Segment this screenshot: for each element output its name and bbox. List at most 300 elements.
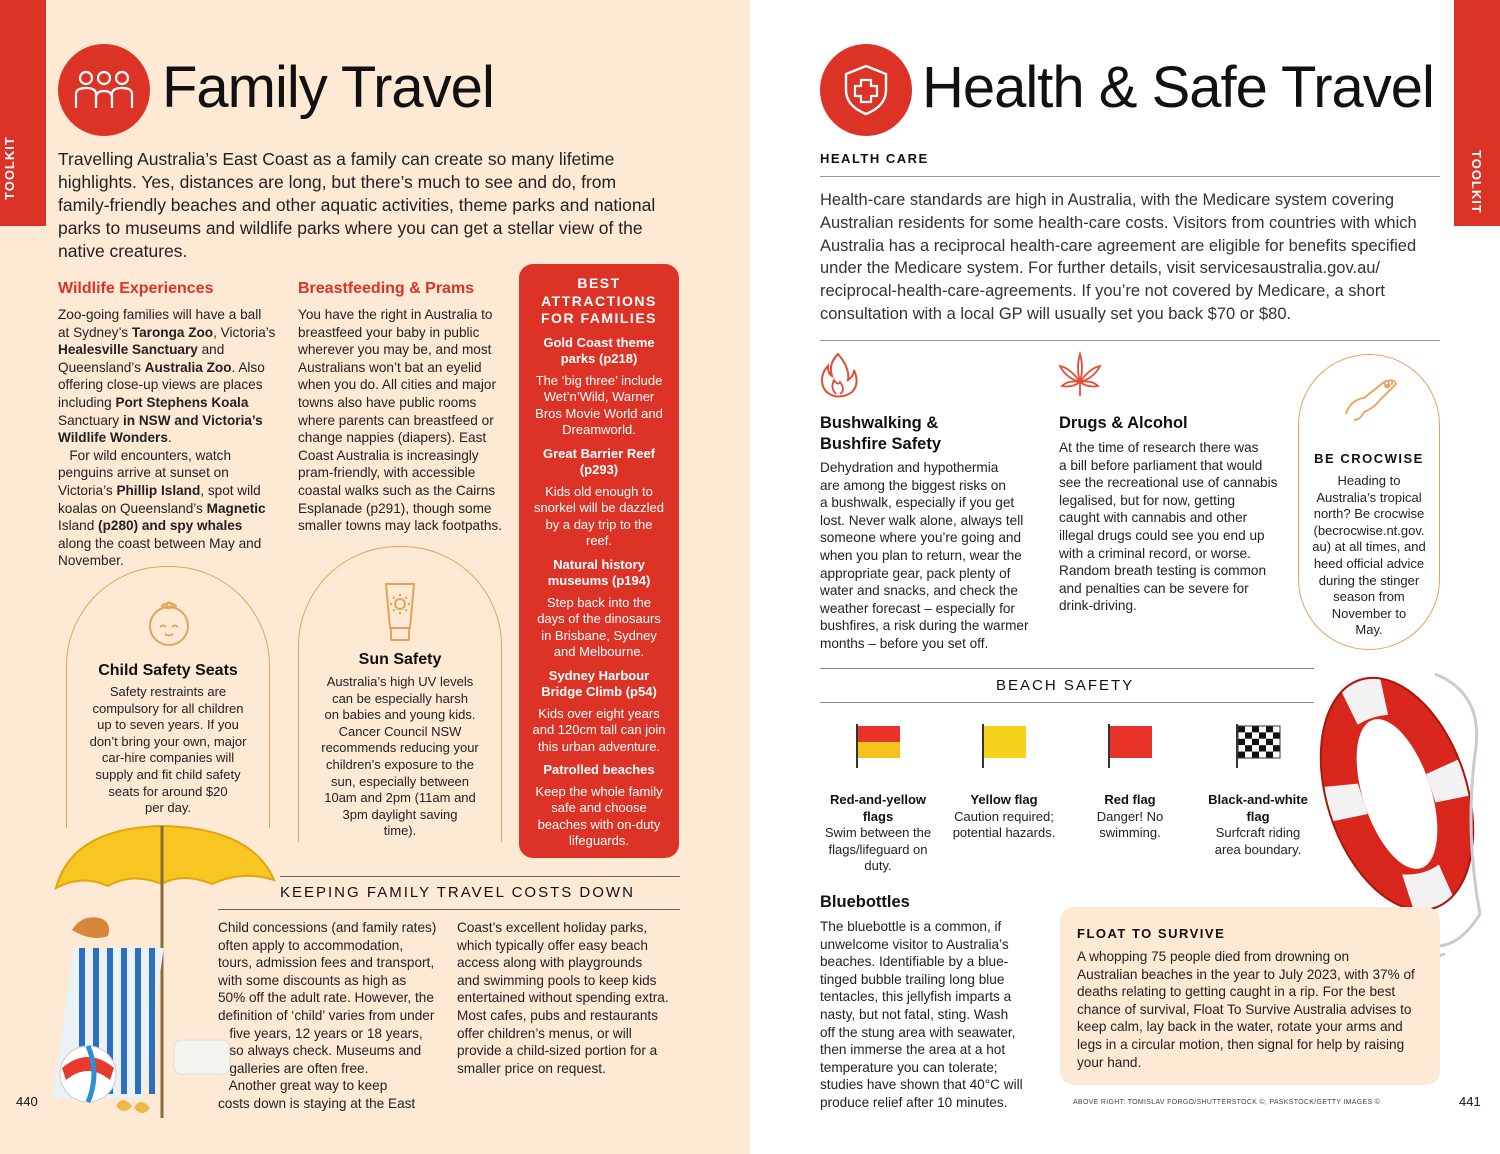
text-line bbox=[457, 1042, 682, 1060]
crocodile-icon bbox=[1340, 374, 1400, 431]
text-line bbox=[457, 989, 682, 1007]
best-attractions-list bbox=[519, 335, 679, 850]
text: coastal walks such as the Cairns bbox=[298, 482, 496, 498]
beach-safety-heading: BEACH SAFETY bbox=[996, 677, 1135, 694]
beach-flag-item bbox=[813, 722, 943, 875]
flag-caption bbox=[1065, 792, 1195, 842]
flag-caption bbox=[1193, 792, 1323, 858]
flag-caption bbox=[813, 792, 943, 875]
attraction-desc bbox=[519, 373, 679, 439]
text: pram-friendly, with accessible bbox=[298, 465, 476, 481]
text: . bbox=[167, 430, 172, 446]
page-number-left: 440 bbox=[16, 1094, 38, 1109]
heading-line bbox=[519, 310, 679, 328]
page-number-right: 441 bbox=[1459, 1094, 1481, 1109]
heading-line bbox=[519, 275, 679, 293]
text: , Victoria’s bbox=[213, 324, 276, 340]
text-line bbox=[298, 429, 513, 447]
flag-name-line: flag bbox=[1246, 808, 1270, 824]
text: often apply to accommodation, bbox=[218, 937, 404, 953]
text-line bbox=[1302, 556, 1436, 573]
title-line bbox=[820, 434, 1035, 455]
text-line bbox=[457, 937, 682, 955]
text: Bushwalking & bbox=[820, 414, 939, 432]
text-line bbox=[820, 1059, 1040, 1077]
text-line bbox=[820, 189, 1440, 212]
health-care-heading: HEALTH CARE bbox=[820, 151, 929, 166]
text: Most cafes, pubs and restaurants bbox=[457, 1007, 658, 1023]
text-line bbox=[58, 412, 290, 430]
text: penguins arrive at sunset on bbox=[58, 465, 229, 481]
bushwalking-body bbox=[820, 459, 1035, 653]
attraction-desc bbox=[519, 706, 679, 756]
text: The bluebottle is a common, if bbox=[820, 919, 1002, 934]
text: For wild encounters, watch bbox=[58, 447, 232, 463]
text-line bbox=[298, 324, 513, 342]
text: tentacles, this jellyfish imparts a bbox=[820, 989, 1012, 1005]
text-line bbox=[820, 953, 1040, 971]
text-line bbox=[1302, 589, 1436, 606]
breastfeeding-title: Breastfeeding & Prams bbox=[298, 280, 475, 297]
costs-heading: KEEPING FAMILY TRAVEL COSTS DOWN bbox=[280, 884, 635, 901]
text: with a criminal record, or worse. bbox=[1059, 545, 1251, 561]
text-line bbox=[70, 701, 266, 718]
text: costs down is staying at the East bbox=[218, 1095, 416, 1111]
text-line bbox=[300, 691, 500, 708]
sun-safety-title: Sun Safety bbox=[358, 651, 442, 668]
text-line bbox=[1059, 597, 1289, 615]
text-line bbox=[457, 972, 682, 990]
text: bushfires, a risk during the warmer bbox=[820, 618, 1029, 634]
text-line bbox=[457, 1007, 682, 1025]
text-line bbox=[218, 1095, 448, 1113]
text-line bbox=[1059, 492, 1289, 510]
text-line bbox=[1302, 473, 1436, 490]
float-body bbox=[1077, 948, 1415, 1071]
drugs-body bbox=[1059, 439, 1289, 615]
text: Queensland’s bbox=[58, 359, 145, 375]
text-line bbox=[820, 600, 1035, 618]
flag-desc-line: Swim between the bbox=[824, 825, 932, 840]
text: so always check. Museums and bbox=[218, 1043, 422, 1059]
name-line: Patrolled beaches bbox=[543, 762, 655, 777]
flag-icon bbox=[1233, 722, 1283, 770]
text-line bbox=[218, 1025, 448, 1043]
text: time). bbox=[383, 823, 417, 839]
text-line bbox=[1059, 509, 1289, 527]
text: car-hire companies will bbox=[101, 750, 235, 766]
text: north? Be crocwise bbox=[1313, 506, 1425, 522]
text-line bbox=[1302, 539, 1436, 556]
text: 50% off the adult rate. However, the bbox=[218, 990, 434, 1006]
bluebottles-title: Bluebottles bbox=[820, 893, 910, 911]
name-line: Great Barrier Reef bbox=[543, 445, 655, 461]
text-line bbox=[1302, 573, 1436, 590]
text-line bbox=[820, 494, 1035, 512]
text: lost. Never walk alone, always tell bbox=[820, 512, 1024, 528]
text: chance of survival, Float To Survive Australia advises to bbox=[1077, 1001, 1412, 1017]
text: your hand. bbox=[1077, 1054, 1142, 1070]
text-line bbox=[58, 376, 290, 394]
text: season from bbox=[1333, 589, 1405, 605]
text: Safety restraints are bbox=[109, 684, 227, 699]
text: offering close-up views are places bbox=[58, 377, 263, 393]
text: are among the biggest risks on bbox=[820, 477, 1006, 493]
text: see the recreational use of cannabis bbox=[1059, 475, 1278, 491]
text-line bbox=[58, 482, 290, 500]
text-line bbox=[218, 1077, 448, 1095]
text-line bbox=[820, 582, 1035, 600]
text: wherever you may be, and most bbox=[298, 342, 492, 358]
text: May. bbox=[1355, 622, 1383, 638]
text-line bbox=[58, 464, 290, 482]
text: offer children’s menus, or will bbox=[457, 1025, 632, 1041]
text: Australia’s tropical bbox=[1316, 489, 1422, 505]
text-line bbox=[1077, 983, 1415, 1001]
desc-line: and Melbourne. bbox=[553, 644, 645, 659]
costs-column-1 bbox=[218, 919, 448, 1113]
text: five years, 12 years or 18 years, bbox=[218, 1025, 423, 1041]
text-line bbox=[218, 1007, 448, 1025]
text-line bbox=[218, 989, 448, 1007]
text: Victoria’s bbox=[58, 482, 117, 498]
costs-column-2 bbox=[457, 919, 682, 1077]
text: Sanctuary bbox=[58, 412, 120, 428]
text-line bbox=[58, 394, 290, 412]
text-line bbox=[218, 937, 448, 955]
text: studies have shown that 40°C will bbox=[820, 1077, 1023, 1093]
text-line bbox=[820, 617, 1035, 635]
sunscreen-icon bbox=[378, 580, 422, 649]
text-line bbox=[820, 459, 1035, 477]
text-line bbox=[298, 482, 513, 500]
title-line bbox=[820, 413, 1035, 434]
name-line: Bridge Climb (p54) bbox=[541, 684, 657, 699]
desc-line: Wet’n’Wild, Warner bbox=[543, 389, 655, 404]
text: Child concessions (and family rates) bbox=[218, 920, 437, 935]
text: can be especially harsh bbox=[332, 690, 468, 706]
text: off the stung area with seawater, bbox=[820, 1024, 1016, 1040]
text-line bbox=[70, 767, 266, 784]
text: then immerse the area at a hot bbox=[820, 1042, 1006, 1058]
text: which typically offer easy beach bbox=[457, 937, 648, 953]
text: tours, admission fees and transport, bbox=[218, 955, 435, 971]
flag-name-line: flags bbox=[862, 808, 894, 824]
crocwise-body bbox=[1302, 473, 1436, 639]
page-title: Health & Safe Travel bbox=[922, 55, 1434, 120]
text: don’t bring your own, major bbox=[89, 733, 247, 749]
text: Another great way to keep bbox=[218, 1078, 388, 1094]
text: smaller towns may lack footpaths. bbox=[298, 518, 502, 534]
text-line bbox=[820, 303, 1440, 326]
flag-desc-line: flags/lifeguard on bbox=[828, 841, 928, 857]
text-line bbox=[70, 800, 266, 817]
text-line bbox=[298, 341, 513, 359]
text-line bbox=[300, 807, 500, 824]
text: recommends reducing your bbox=[321, 740, 479, 756]
text: drink-driving. bbox=[1059, 598, 1137, 614]
text-line bbox=[820, 529, 1035, 547]
flag-icon bbox=[853, 722, 903, 770]
text: water and snacks, and check the bbox=[820, 583, 1018, 599]
bold-text: (p280) and spy whales bbox=[94, 518, 243, 534]
text: at Sydney’s bbox=[58, 324, 132, 340]
crocwise-title: BE CROCWISE bbox=[1314, 451, 1424, 466]
text: legalised, but for now, getting bbox=[1059, 492, 1236, 508]
desc-line: safe and choose bbox=[551, 800, 647, 815]
wildlife-section bbox=[58, 280, 290, 570]
text: November to bbox=[1331, 605, 1407, 621]
child-safety-section bbox=[70, 662, 266, 817]
text-line bbox=[457, 954, 682, 972]
text-line bbox=[70, 784, 266, 801]
best-attractions-box bbox=[519, 264, 679, 858]
text-line bbox=[457, 1025, 682, 1043]
flag-desc-line: Danger! No bbox=[1096, 808, 1164, 824]
text: Australian beaches in the year to July 2023, with 37% of bbox=[1077, 966, 1415, 982]
bold-text: Healesville Sanctuary bbox=[58, 342, 198, 358]
text-line bbox=[300, 707, 500, 724]
name-line: Gold Coast theme bbox=[543, 334, 655, 350]
text: Zoo-going families will have a ball bbox=[58, 307, 262, 322]
text: Random breath testing is common bbox=[1059, 563, 1267, 579]
text-line bbox=[820, 971, 1040, 989]
text: heed official advice bbox=[1313, 555, 1425, 571]
text: Dehydration and hypothermia bbox=[820, 460, 999, 475]
right-page bbox=[750, 0, 1500, 1154]
text: 10am and 2pm (11am and bbox=[324, 790, 476, 806]
text-line bbox=[70, 717, 266, 734]
costs-rule-bottom bbox=[218, 909, 680, 910]
text-line bbox=[1059, 545, 1289, 563]
text-line bbox=[300, 823, 500, 840]
text: Cancer Council NSW bbox=[338, 723, 462, 739]
health-section-rule bbox=[820, 340, 1440, 341]
text: At the time of research there was bbox=[1059, 440, 1259, 455]
text: towns also have public rooms bbox=[298, 394, 477, 410]
attraction-name bbox=[519, 446, 679, 479]
flag-desc-line: potential hazards. bbox=[952, 825, 1056, 840]
text: (becrocwise.nt.gov. bbox=[1313, 522, 1425, 538]
intro-paragraph: Travelling Australia’s East Coast as a family can create so many lifetime highlights. Yes, distances are long, but there’s much to see and do, from family-friendly beaches and other aquatic activities, theme parks and national parks to museums and wildlife parks where you can get a stellar view of the native creatures. bbox=[58, 149, 656, 261]
text-line bbox=[58, 535, 290, 553]
text-line bbox=[58, 429, 290, 447]
flag-desc-line: Surfcraft riding bbox=[1215, 825, 1301, 840]
desc-line: beaches with on-duty bbox=[537, 816, 661, 832]
text: a bill before parliament that would bbox=[1059, 457, 1263, 473]
crocwise-section bbox=[1302, 451, 1436, 639]
desc-line: in Brisbane, Sydney bbox=[541, 627, 657, 643]
flag-name-line: Red flag bbox=[1104, 792, 1156, 807]
text: on babies and young kids. bbox=[324, 707, 476, 723]
text: per day. bbox=[144, 800, 191, 816]
best-attractions-heading bbox=[519, 275, 679, 328]
text-line bbox=[300, 790, 500, 807]
name-line: Natural history bbox=[553, 556, 645, 572]
text-line bbox=[70, 734, 266, 751]
bushwalking-section bbox=[820, 413, 1035, 653]
text: children’s exposure to the bbox=[326, 756, 474, 772]
desc-line: reef. bbox=[585, 533, 612, 548]
breastfeeding-body bbox=[298, 306, 513, 535]
bushwalking-title bbox=[820, 413, 1035, 455]
toolkit-tab-right bbox=[1454, 0, 1500, 226]
beach-flag-item bbox=[1065, 722, 1195, 842]
text: tinged bubble trailing long blue bbox=[820, 971, 1005, 987]
toolkit-tab-left bbox=[0, 0, 46, 226]
text-line bbox=[820, 936, 1040, 954]
breastfeeding-section bbox=[298, 280, 513, 535]
health-care-body bbox=[820, 189, 1440, 326]
text: reciprocal-health-care-agreements. If you’re not covered by Medicare, a short bbox=[820, 282, 1385, 301]
text: temperature you can tolerate; bbox=[820, 1059, 998, 1075]
text: with some discounts as high as bbox=[218, 972, 407, 988]
text-line bbox=[1059, 457, 1289, 475]
name-line: museums (p194) bbox=[547, 573, 651, 588]
text: Australian residents for some health-care costs. Visitors from countries with which bbox=[820, 213, 1417, 232]
attraction-desc bbox=[519, 595, 679, 661]
text-line bbox=[820, 635, 1035, 653]
text: up to seven years. If you bbox=[97, 717, 239, 733]
text: compulsory for all children bbox=[92, 700, 244, 716]
text: during the stinger bbox=[1318, 572, 1420, 588]
desc-line: and 120cm tall can join bbox=[532, 722, 666, 737]
text: , spot wild bbox=[200, 482, 261, 498]
text-line bbox=[1059, 562, 1289, 580]
text-line bbox=[1077, 1018, 1415, 1036]
text-line bbox=[70, 684, 266, 701]
text-line bbox=[820, 547, 1035, 565]
text-line bbox=[1059, 439, 1289, 457]
flag-desc-line: swimming. bbox=[1099, 825, 1161, 840]
float-title: FLOAT TO SURVIVE bbox=[1077, 926, 1226, 941]
text: entertained without spending extra. bbox=[457, 990, 669, 1006]
desc-line: Bros Movie World and bbox=[535, 405, 663, 421]
text: galleries are often free. bbox=[218, 1060, 369, 1076]
text-line bbox=[820, 212, 1440, 235]
text: deaths relating to getting caught in a rip. For the best bbox=[1077, 984, 1396, 1000]
text: Island bbox=[58, 518, 95, 534]
costs-rule-top bbox=[280, 876, 680, 877]
text: access along with playgrounds bbox=[457, 955, 643, 971]
text-line bbox=[298, 447, 513, 465]
flag-name-line: Yellow flag bbox=[970, 792, 1038, 807]
flag-desc-line: area boundary. bbox=[1214, 841, 1302, 857]
attraction-desc bbox=[519, 784, 679, 850]
text-line bbox=[300, 757, 500, 774]
text: under the Medicare system. For further details, visit servicesaustralia.gov.au/ bbox=[820, 259, 1381, 278]
flag-icon bbox=[1105, 722, 1155, 770]
desc-line: The ‘big three’ include bbox=[535, 372, 663, 388]
text-line bbox=[298, 500, 513, 518]
flag-icon bbox=[979, 722, 1029, 770]
text-line bbox=[218, 972, 448, 990]
text-line bbox=[298, 412, 513, 430]
text-line bbox=[1077, 948, 1415, 966]
bold-text: Port Stephens Koala bbox=[115, 394, 249, 410]
text-line bbox=[58, 447, 290, 465]
text: au) at all times, and bbox=[1312, 539, 1426, 555]
text: sun, especially between bbox=[330, 773, 470, 789]
text: weather forecast – especially for bbox=[820, 600, 1015, 616]
child-safety-body bbox=[70, 684, 266, 817]
text-line bbox=[300, 724, 500, 741]
attraction-name bbox=[519, 335, 679, 368]
toolkit-tab-label: TOOLKIT bbox=[2, 136, 17, 200]
bold-text: Australia Zoo bbox=[144, 359, 232, 375]
toolkit-tab-label: TOOLKIT bbox=[1469, 150, 1484, 214]
desc-line: Step back into the bbox=[546, 594, 652, 610]
text-line bbox=[298, 517, 513, 535]
text-line bbox=[457, 919, 682, 937]
text: Australians won’t bat an eyelid bbox=[298, 359, 482, 375]
heading-line bbox=[519, 293, 679, 311]
text: Australia’s high UV levels bbox=[326, 674, 474, 689]
text: breastfeed your baby in public bbox=[298, 324, 480, 340]
text: illegal drugs could see you end up bbox=[1059, 527, 1265, 543]
text: supply and fit child safety bbox=[95, 766, 241, 782]
text: when you plan to return, wear the bbox=[820, 547, 1022, 563]
text: provide a child-sized portion for a bbox=[457, 1043, 658, 1059]
text-line bbox=[218, 954, 448, 972]
page-title: Family Travel bbox=[162, 55, 494, 120]
desc-line: Dreamworld. bbox=[562, 422, 636, 437]
desc-line: Kids over eight years bbox=[538, 705, 660, 721]
text: smaller price on request. bbox=[457, 1060, 606, 1076]
baby-icon bbox=[138, 592, 200, 659]
beach-flag-item bbox=[1193, 722, 1323, 858]
text-line bbox=[300, 674, 500, 691]
desc-line: days of the dinosaurs bbox=[537, 611, 661, 626]
desc-line: Keep the whole family bbox=[535, 783, 663, 799]
cannabis-leaf-icon bbox=[1056, 350, 1104, 403]
text-line bbox=[1302, 606, 1436, 623]
text: 3pm daylight saving bbox=[342, 806, 458, 822]
text-line bbox=[298, 464, 513, 482]
text: Australia has a reciprocal health-care agreement are eligible for benefits specified bbox=[820, 236, 1417, 255]
text-line bbox=[58, 500, 290, 518]
bold-text: Magnetic bbox=[206, 500, 266, 516]
drugs-title: Drugs & Alcohol bbox=[1059, 414, 1188, 432]
text-line bbox=[820, 565, 1035, 583]
text-line bbox=[1077, 1001, 1415, 1019]
wildlife-title: Wildlife Experiences bbox=[58, 280, 214, 297]
text-line bbox=[1077, 966, 1415, 984]
text-line bbox=[58, 324, 290, 342]
text: appropriate gear, pack plenty of bbox=[820, 565, 1011, 581]
text-line bbox=[820, 1006, 1040, 1024]
text: a bushwalk, especially if you get bbox=[820, 495, 1015, 511]
family-icon bbox=[58, 44, 150, 136]
attraction-name bbox=[519, 557, 679, 590]
text: You have the right in Australia to bbox=[298, 307, 493, 322]
text: Esplanade (p291), though some bbox=[298, 500, 492, 516]
text-line bbox=[298, 359, 513, 377]
text-line bbox=[1077, 1036, 1415, 1054]
text-line bbox=[820, 512, 1035, 530]
text-line bbox=[820, 235, 1440, 258]
shield-cross-icon bbox=[820, 44, 912, 136]
text: Heading to bbox=[1337, 473, 1401, 488]
text-line bbox=[1059, 527, 1289, 545]
flag-name-line: Black-and-white bbox=[1208, 792, 1308, 807]
text: koalas on Queensland’s bbox=[58, 500, 207, 516]
text-line bbox=[1302, 490, 1436, 507]
text: BEST bbox=[577, 275, 621, 291]
child-safety-title: Child Safety Seats bbox=[98, 662, 238, 679]
text: seats for around $20 bbox=[108, 783, 228, 799]
text: caught with cannabis and other bbox=[1059, 510, 1248, 526]
